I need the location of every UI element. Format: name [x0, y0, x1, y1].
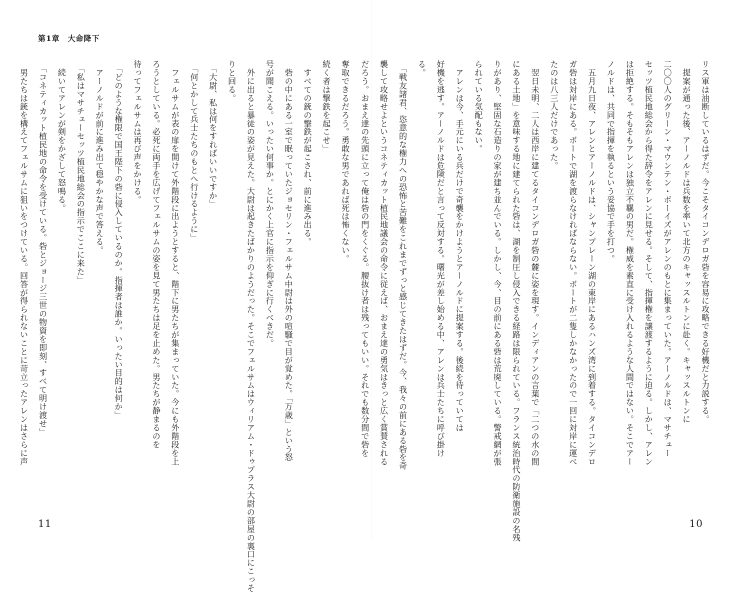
text-line: りと回る。	[227, 60, 238, 103]
text-line: だろう。おまえ達の先頭に立って俺は砦の門をくぐる。腰抜け者は残ってもいい。それでも数分間で砦を	[360, 60, 371, 458]
text-line: 「何とかして兵士たちのもとへ行けるように」	[189, 60, 200, 242]
text-line: 続く者は撃鉄を起こせ」	[322, 60, 333, 153]
text-line: 「私はマサチューセッツ植民地総会の指示でここに来た」	[76, 60, 87, 285]
text-line: 号が聞こえる。いったい何事か。とにかく上官に指示を仰ぎに行くべきだ。	[265, 60, 276, 348]
text-line: セッツ植民地総会から得た辞令をアレンに見せる。そして、指揮権を譲渡するように迫る。しかし、アレン	[644, 60, 655, 466]
text-line: る。	[417, 60, 428, 77]
text-line: 二〇〇人のグリーン・マウンテン・ボーイズがアレンのもとに集まっていた。アーノルドは、マサチュー	[663, 60, 674, 458]
text-line: 男たちは銃を構えてフェルサムに狙いをつけている。回答が得られないことに苛立ったアレンはさらに声	[19, 60, 30, 466]
text-line: 「戦友諸君、恣意的な権力への恐怖と苦難をこれまでずっと感じてきたはずだ。今、我々の前にある砦を奇	[398, 60, 409, 470]
text-line: 奪取できるだろう。勇敢な男であれば死は怖くない。	[341, 60, 351, 263]
left-page	[0, 0, 371, 592]
text-line: 「どのような権限で国王陛下の砦に侵入しているのか。指揮者は誰か。いったい目的は何か」	[114, 60, 125, 420]
text-line: 襲して攻略せよというコネティカット植民地議会の命令に従えば、おまえ達の勇気はきっと広く賞賛される	[379, 60, 390, 466]
text-line: アレンは今、手元にいる兵だけで奇襲をかけようとアーノルドに提案する。後続を待っていては	[455, 60, 466, 432]
text-line: リス軍は油断しているはずだ。今こそタイコンデロガ砦を容易に攻略できる好機だと力説する。	[701, 60, 711, 424]
text-line: ろうとしている。必死に両手を広げてフェルサムの姿を見て男たちは足を止めた。男たちが静まるのを	[151, 60, 162, 449]
text-line: 提案が通った後、アーノルドは兵数を率いて北方のキャッスルトンに赴く。キャッスルトンに	[682, 60, 693, 424]
text-line: ノルドは、共同で指揮を執るという妥協で手を打つ。	[606, 60, 617, 263]
text-line: フェルサムが表の扉を開けて外階段に出ようとすると、階下に男たちが集まっていた。今にも外階段を上	[170, 60, 181, 466]
text-line: 続いてアレンが剣をかざして怒鳴る。	[57, 60, 68, 213]
text-line: は拒絶する。そもそもアレンは独立不羈の男だ。権威を素直に受け入れるような人間ではない。そこでアー	[625, 60, 636, 466]
text-line: 砦の中にある一室で眠っていたジョセリン・フェルサム中尉は外の喧騒で目が覚めた。「万歳」という怒	[284, 60, 295, 462]
text-line: りがあり、堅固な石造りの家が建ち並んでいる。しかし、今、目の前にある砦は荒廃している。警戒網が張	[493, 60, 504, 466]
text-line: 「コネティカット植民地の命令を受けている。砦とジョージ三世の物資を即刻、すべて明け渡せ」	[38, 60, 49, 437]
text-line: すべての銃の撃鉄が起こされ、前に進み出る。	[303, 60, 314, 246]
text-line: 待ってフェルサムは再び声をかける。	[133, 60, 144, 204]
text-line: たのは八三人だけであった。	[549, 60, 560, 170]
text-line: にある土地」を意味する地に建てられた砦は、湖を制圧し侵入できる経路は限られている。フランス統治時代の防衛施設の名残	[511, 60, 522, 542]
text-line: ガ砦は対岸にある。ボートで湖を渡らなければならない。ボートが二隻しかなかったので一回に対岸に運べ	[568, 60, 579, 466]
text-line: 五月九日夜、アレンとアーノルドは、シャンプレーン湖の東岸にあるハンズ湾に到着する。タイコンデロ	[587, 60, 598, 466]
text-line: 翌日未明、二人は西岸に建てるタイコンデロガ砦の麓に姿を現す。インディアンの言葉で「二つの水の間	[530, 60, 541, 466]
page-number-left: 11	[38, 519, 52, 530]
right-page	[360, 0, 743, 542]
text-line: られている気配もない。	[474, 60, 485, 153]
text-line: 外に出ると暴徒の姿が見えた。大尉は起きたばかりのようだった。そこでフェルサムはウィリアム・ドゥプラス大尉の部屋の裏口にこっそ	[246, 60, 257, 592]
text-line: 「大尉、私は何をすればいいですか」	[208, 60, 219, 209]
text-line: 好機を逃す。アーノルドは危険だと言って反対する。曙光が差し始める中、アレンは兵士たちに呼び掛け	[436, 60, 447, 458]
running-head: 第1章 大命降下	[38, 34, 100, 43]
page-number-right: 10	[689, 519, 703, 530]
text-line: アーノルドが前に進み出て穏やかな声で答える。	[95, 60, 106, 255]
